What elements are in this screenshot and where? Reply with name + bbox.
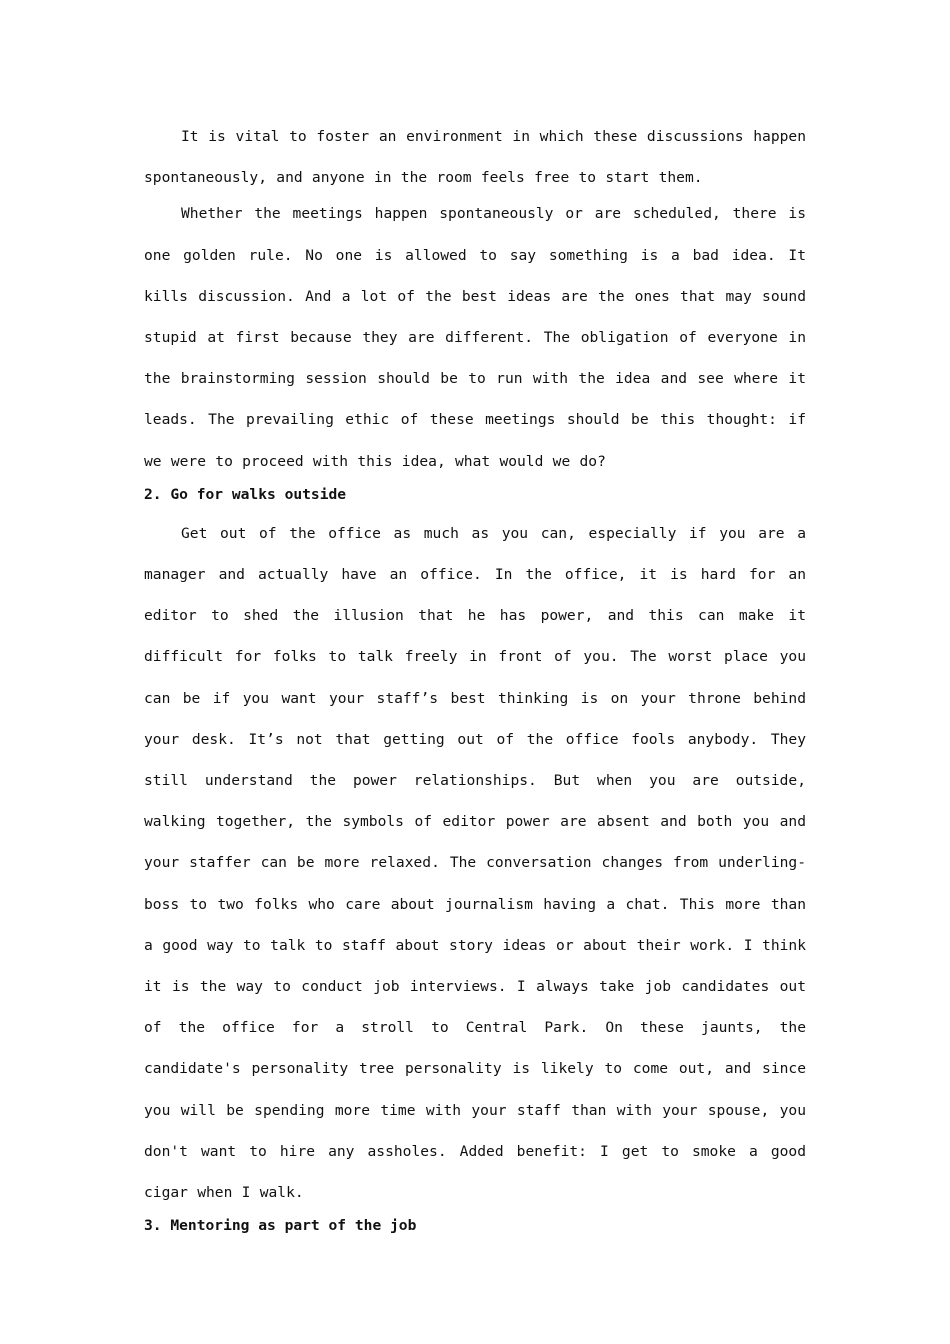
paragraph-walks-outside: Get out of the office as much as you can, especially if you are a manager and actually have an office. In the office, it is hard for an editor to shed the illusion that he has power, and this can make it difficult for folks to talk freely in front of you. The worst place you can be if you want your staff’s best thinking is on your throne behind your desk. It’s not that getting out of the office fools anybody. They still understand the power relationships. But when you are outside, walking together, the symbols of editor power are absent and both you and your staffer can be more relaxed. The conversation changes from underling-boss to two folks who care about journalism having a chat. This more than a good way to talk to staff about story ideas or about their work. I think it is the way to conduct job interviews. I always take job candidates out of the office for a stroll to Central Park. On these jaunts, the candidate's personality tree personality is likely to come out, and since you will be spending more time with your staff than with your spouse, you don't want to hire any assholes. Added benefit: I get to smoke a good cigar when I walk. bbox=[144, 524, 806, 1202]
section-heading-mentoring: 3. Mentoring as part of the job bbox=[144, 1217, 417, 1235]
paragraph-golden-rule: Whether the meetings happen spontaneously or are scheduled, there is one golden rule. No one is allowed to say something is a bad idea. It kills discussion. And a lot of the best ideas are the ones that may sound stupid at first because they are different. The obligation of everyone in the brainstorming session should be to run with the idea and see where it leads. The prevailing ethic of these meetings should be this thought: if we were to proceed with this idea, what would we do? bbox=[144, 205, 806, 470]
document-page bbox=[144, 116, 806, 1244]
paragraph-foster-environment: It is vital to foster an environment in which these discussions happen spontaneously, and anyone in the room feels free to start them. bbox=[144, 128, 806, 187]
section-heading-walks: 2. Go for walks outside bbox=[144, 485, 347, 503]
